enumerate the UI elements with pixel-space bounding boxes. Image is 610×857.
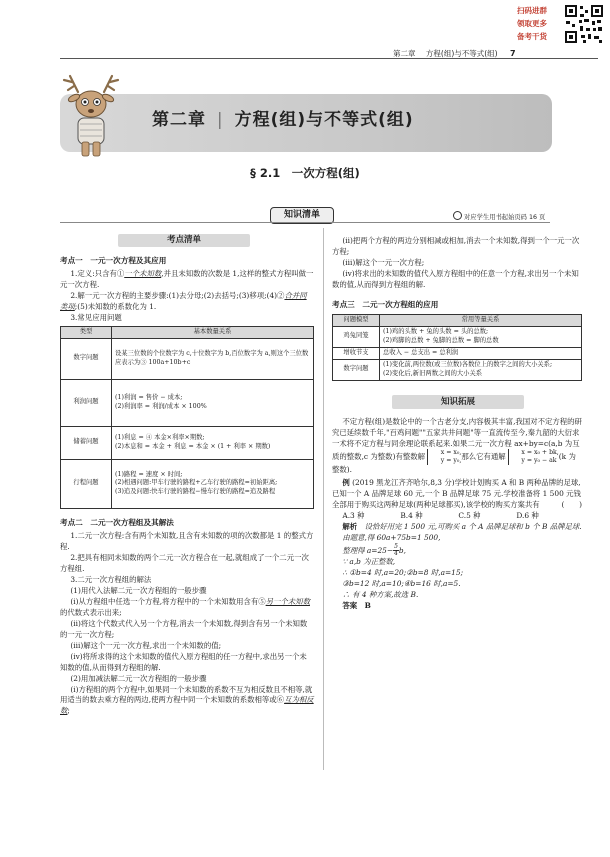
table-header-row bbox=[333, 315, 582, 327]
table-header-relation: 常用等量关系 bbox=[380, 315, 582, 327]
fraction-denominator: 4 bbox=[394, 549, 398, 557]
table-cell-type: 数字问题 bbox=[61, 338, 112, 379]
kd1-apps: 3.常见应用问题 bbox=[70, 313, 122, 323]
table-line: (1)变化前,两位数(或三位数)各数位上的数字之间的大小关系; bbox=[383, 360, 553, 368]
table-row bbox=[61, 459, 314, 508]
table-cell-type: 储蓄问题 bbox=[61, 426, 112, 459]
application-table bbox=[60, 326, 314, 509]
table-line: (2)变化后,新旧两数之间的大小关系 bbox=[383, 369, 483, 377]
kd2-sub1-iv: (ⅳ)将所求得的这个未知数的值代入原方程组的任一方程中,求出另一个未知数的值,从而得到方程组的解. bbox=[60, 651, 307, 672]
kd2-sub1-iii: (ⅲ)解这个一元一次方程,求出一个未知数的值; bbox=[70, 640, 222, 650]
particular-solution bbox=[427, 449, 461, 465]
example-label: 例 bbox=[342, 477, 350, 487]
right-step-iii: (ⅲ)解这个一元一次方程; bbox=[342, 257, 425, 267]
reference-note-text: 对应学生用书起始页码 16 页 bbox=[464, 214, 546, 221]
table-line: 设某三位数的个位数字为 c,十位数字为 b,百位数字为 a,则这个三位数应表示为③ 100a+10b+c bbox=[115, 350, 309, 366]
table-cell-type: 增收节支 bbox=[333, 347, 380, 359]
option-d: D.6 种 bbox=[516, 510, 539, 520]
blank-6: 互为相反数 bbox=[60, 695, 314, 716]
solution-line: 由题意,得 60a+75b=1 500, bbox=[342, 532, 441, 542]
kd2-p2: 2.把具有相同未知数的两个二元一次方程合在一起,就组成了一个二元一次方程组. bbox=[60, 553, 309, 574]
book-icon bbox=[453, 211, 462, 220]
table-cell-type: 行程问题 bbox=[61, 459, 112, 508]
kd2-sub2-i-a: (ⅰ)方程组的两个方程中,如果同一个未知数的系数不互为相反数且不相等,就用适当的数去乘方程的两边,使两方程中同一个未知数的系数相等或⑥ bbox=[60, 684, 313, 705]
column-divider bbox=[323, 228, 324, 770]
kd3-title: 考点三 二元一次方程组的应用 bbox=[332, 299, 439, 309]
qr-line-3: 备考干货 bbox=[517, 32, 547, 41]
solution-line: ∴ ①b=4 时,a=20;②b=8 时,a=15; bbox=[342, 568, 464, 578]
table-row bbox=[61, 338, 314, 379]
kd2-title: 考点二 二元一次方程组及其解法 bbox=[60, 517, 174, 527]
table-line: (1)利息 = ④ 本金×利率×期数; bbox=[115, 434, 205, 441]
table-row bbox=[61, 379, 314, 426]
table-cell-relation bbox=[112, 459, 314, 508]
options-row bbox=[332, 511, 582, 522]
kd1-steps-b: ;(5)未知数的系数化为 1. bbox=[74, 302, 157, 312]
table-row bbox=[333, 326, 582, 347]
kd2-sub1-i bbox=[60, 597, 314, 619]
right-step-iv: (ⅳ)将求出的未知数的值代入原方程组中的任意一个方程,求出另一个未知数的值,从而得到方程组的解. bbox=[332, 268, 579, 289]
answer-value: B bbox=[364, 601, 371, 611]
table-cell-relation bbox=[380, 326, 582, 347]
solution-line bbox=[332, 544, 582, 558]
solution-eq-a: 整理得 a=25− bbox=[342, 545, 394, 555]
table-cell-relation bbox=[112, 426, 314, 459]
kd2-sub2: (2)用加减法解二元一次方程组的一般步骤 bbox=[70, 673, 207, 683]
system-line: x = x₀ + bk, bbox=[521, 449, 559, 457]
kd2-sub2-i-b: ; bbox=[67, 706, 70, 716]
left-column bbox=[60, 234, 314, 717]
right-column bbox=[332, 236, 582, 612]
table-line: 总收入 − 总支出 = 总利润 bbox=[383, 348, 459, 356]
table-header-model: 问题模型 bbox=[333, 315, 380, 327]
table-cell-type: 利润问题 bbox=[61, 379, 112, 426]
qr-line-1: 扫码进群 bbox=[517, 6, 547, 15]
example-text: (2019 黑龙江齐齐哈尔,8,3 分)学校计划购买 A 和 B 两种品牌的足球,已知一个 A 品牌足球 60 元,一个 B 品牌足球 75 元.学校准备将 1 500 元钱全部用于购买这两种足球(两种足球都买),该学校的购买方案共有 bbox=[332, 477, 581, 509]
table-cell-relation bbox=[380, 347, 582, 359]
fraction-numerator: 5 bbox=[394, 542, 398, 550]
chapter-title bbox=[152, 108, 414, 133]
table-header-relation: 基本数量关系 bbox=[112, 327, 314, 339]
option-a: A.3 种 bbox=[342, 510, 365, 520]
blank-5: 另一个未知数 bbox=[265, 596, 310, 606]
solution-line: ③b=12 时,a=10;④b=16 时,a=5. bbox=[342, 579, 461, 589]
kd1-title: 考点一 一元一次方程及其应用 bbox=[60, 256, 167, 265]
table-cell-type: 数字问题 bbox=[333, 359, 380, 380]
running-header-title: 方程(组)与不等式(组) bbox=[425, 49, 498, 58]
chapter-name: 方程(组)与不等式(组) bbox=[234, 110, 414, 130]
table-line: (2)本息和 = 本金 + 利息 = 本金 × (1 + 利率 × 期数) bbox=[115, 442, 271, 450]
kd2-p1: 1.二元一次方程:含有两个未知数,且含有未知数的项的次数都是 1 的整式方程. bbox=[60, 531, 314, 552]
table-line: (2)鸡脚的总数 + 兔脚的总数 = 脚的总数 bbox=[383, 336, 499, 344]
model-table bbox=[332, 314, 582, 381]
option-b: B.4 种 bbox=[400, 510, 423, 520]
expansion-end: (k 为整数). bbox=[332, 452, 576, 474]
table-header-row bbox=[61, 327, 314, 339]
table-cell-relation bbox=[112, 379, 314, 426]
system-line: y = y₀, bbox=[440, 457, 462, 465]
kd2-p3: 3.二元一次方程组的解法 bbox=[70, 574, 152, 584]
general-solution bbox=[508, 449, 559, 465]
kd2-sub1-i-a: (ⅰ)从方程组中任选一个方程,将方程中的一个未知数用含有⑤ bbox=[70, 596, 266, 606]
system-line: y = y₀ − ak bbox=[521, 457, 557, 465]
knowledge-list-pill: 知识清单 bbox=[270, 207, 334, 224]
running-header-chapter: 第二章 bbox=[393, 49, 416, 58]
kd1-definition bbox=[60, 269, 314, 291]
option-c: C.5 种 bbox=[458, 510, 481, 520]
solution-eq-b: b, bbox=[398, 545, 406, 555]
blank-1: 一个未知数 bbox=[124, 269, 162, 279]
table-line: (1)鸡的头数 + 兔的头数 = 头的总数; bbox=[383, 327, 489, 335]
table-line: (2)相遇问题:甲车行驶的路程+乙车行驶的路程=初始距离; bbox=[115, 479, 278, 487]
kd2-sub1-i-b: 的代数式表示出来; bbox=[60, 607, 122, 617]
kd2-sub1: (1)用代入法解二元一次方程组的一般步骤 bbox=[70, 585, 207, 595]
header-rule bbox=[60, 58, 598, 59]
solution-line: ∵ a,b 为正整数, bbox=[342, 557, 396, 567]
table-row bbox=[333, 359, 582, 380]
table-line: (2)利润率 = 利润/成本 × 100% bbox=[115, 402, 207, 410]
blank-2: 合并同类项 bbox=[60, 291, 307, 312]
table-line: (1)利润 = 售价 − 成本; bbox=[115, 394, 183, 401]
solution-line: ∴ 有 4 种方案,故选 B. bbox=[342, 590, 419, 600]
expansion-text: 不定方程(组)是数论中的一个古老分支,内容极其丰富,我国对不定方程的研究已延续数千年,"百鸡问题""五家共井问题"等一直流传至今,秦九韶的大衍求一术将不定方程与同余理论联系起来.如果二元一次方程 ax+by=c(a,b 为互质的整数,c 为整数)有整数解 bbox=[332, 416, 582, 462]
table-cell-relation bbox=[380, 359, 582, 380]
table-header-type: 类型 bbox=[61, 327, 112, 339]
table-line: (1)路程 = 速度 × 时间; bbox=[115, 470, 183, 478]
solution-label: 解析 bbox=[342, 521, 358, 531]
kd1-definition-a: 1.定义:只含有① bbox=[70, 269, 125, 279]
qr-code-icon[interactable] bbox=[564, 4, 604, 44]
table-cell-type: 鸡兔同笼 bbox=[333, 326, 380, 347]
knowledge-expansion-bar: 知识拓展 bbox=[392, 395, 524, 409]
answer-line bbox=[332, 601, 582, 612]
qr-caption bbox=[517, 4, 547, 43]
table-line: (3)追及问题:快车行驶的路程−慢车行驶的路程=追及路程 bbox=[115, 488, 276, 496]
kd2-sub2-i bbox=[60, 685, 314, 718]
page-number: 7 bbox=[510, 49, 516, 58]
chapter-separator: | bbox=[216, 110, 224, 130]
solution-intro bbox=[332, 522, 582, 533]
chapter-label: 第二章 bbox=[152, 110, 206, 130]
answer-paren: ( ) bbox=[561, 499, 582, 509]
example-problem bbox=[332, 478, 582, 511]
deer-mascot-icon bbox=[58, 70, 128, 162]
kd1-steps-a: 2.解一元一次方程的主要步骤:(1)去分母;(2)去括号;(3)移项;(4)② bbox=[70, 291, 285, 301]
expansion-paragraph bbox=[332, 417, 582, 476]
table-cell-relation bbox=[112, 338, 314, 379]
system-line: x = x₀, bbox=[440, 449, 462, 457]
table-row bbox=[333, 347, 582, 359]
section-title: § 2.1 一次方程(组) bbox=[250, 166, 360, 180]
expansion-mid: 那么它有通解 bbox=[461, 452, 506, 462]
right-step-ii: (ⅱ)把两个方程的两边分别相减或相加,消去一个未知数,得到一个一元一次方程; bbox=[332, 236, 580, 256]
kd2-sub1-ii: (ⅱ)将这个代数式代入另一个方程,消去一个未知数,得到含有另一个未知数的一元一次方程; bbox=[60, 618, 308, 639]
reference-note bbox=[453, 211, 545, 222]
table-row bbox=[61, 426, 314, 459]
kd1-definition-b: ,并且未知数的次数是 1,这样的整式方程叫做一元一次方程. bbox=[60, 269, 314, 290]
kd1-steps bbox=[60, 291, 314, 313]
exam-points-bar: 考点清单 bbox=[118, 234, 250, 247]
answer-label: 答案 bbox=[342, 601, 358, 611]
qr-line-2: 领取更多 bbox=[517, 19, 547, 28]
solution-line: 设恰好用完 1 500 元,可购买 a 个 A 品牌足球和 b 个 B 品牌足球. bbox=[364, 521, 582, 531]
